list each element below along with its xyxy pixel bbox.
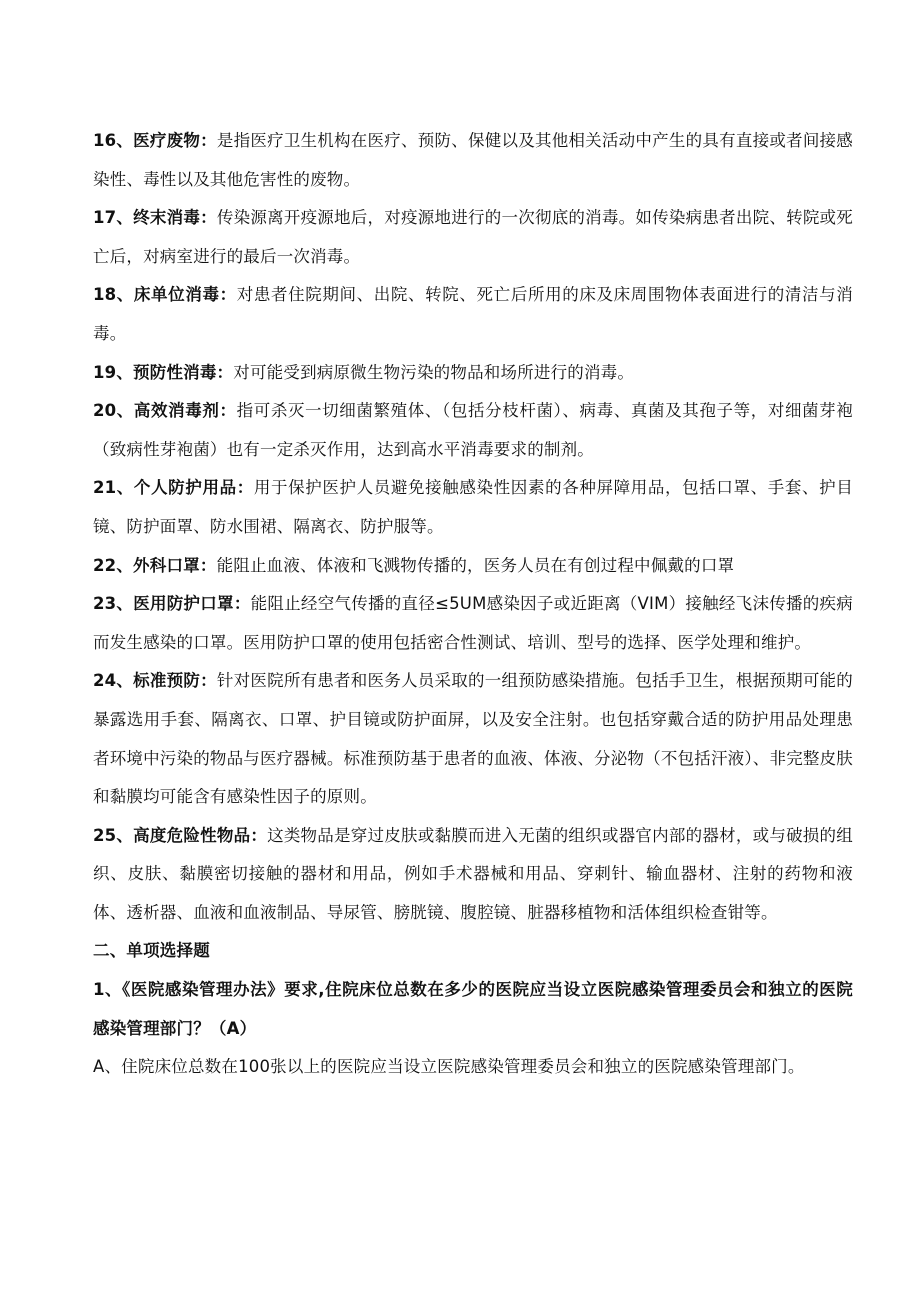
definition-text: 针对医院所有患者和医务人员采取的一组预防感染措施。包括手卫生，根据预期可能的暴露选用手套、隔离衣、口罩、护目镜或防护面屏，以及安全注射。也包括穿戴合适的防护用品处理患者环境中污染的物品与医疗器械。标准预防基于患者的血液、体液、分泌物（不包括汗液）、非完整皮肤和黏膜均可能含有感染性因子的原则。 [93, 671, 853, 807]
document-page [93, 122, 853, 1087]
definition-23 [93, 585, 853, 662]
definition-term: 21、个人防护用品： [93, 478, 254, 498]
definition-text: 对可能受到病原微生物污染的物品和场所进行的消毒。 [233, 362, 635, 382]
definition-term: 18、床单位消毒： [93, 285, 237, 305]
definition-25 [93, 817, 853, 933]
definition-24 [93, 662, 853, 816]
definition-17 [93, 199, 853, 276]
answer-option-a: A、住院床位总数在100张以上的医院应当设立医院感染管理委员会和独立的医院感染管理部门。 [93, 1057, 805, 1077]
definition-term: 23、医用防护口罩： [93, 594, 251, 614]
definition-22 [93, 547, 853, 586]
definition-term: 20、高效消毒剂： [93, 401, 237, 421]
definition-16 [93, 122, 853, 199]
definition-text: 能阻止血液、体液和飞溅物传播的，医务人员在有创过程中佩戴的口罩 [216, 555, 735, 575]
definition-text: 用于保护医护人员避免接触感染性因素的各种屏障用品，包括口罩、手套、护目镜、防护面罩、防水围裙、隔离衣、防护服等。 [93, 478, 853, 536]
definition-text: 对患者住院期间、出院、转院、死亡后所用的床及床周围物体表面进行的清洁与消毒。 [93, 285, 854, 343]
definition-21 [93, 469, 853, 546]
definition-text: 指可杀灭一切细菌繁殖体、（包括分枝杆菌）、病毒、真菌及其孢子等，对细菌芽袍（致病性芽袍菌）也有一定杀灭作用，达到高水平消毒要求的制剂。 [93, 401, 853, 459]
definition-text: 这类物品是穿过皮肤或黏膜而进入无菌的组织或器官内部的器材，或与破损的组织、皮肤、黏膜密切接触的器材和用品，例如手术器械和用品、穿刺针、输血器材、注射的药物和液体、透析器、血液和血液制品、导尿管、膀胱镜、腹腔镜、脏器移植物和活体组织检查钳等。 [93, 825, 853, 922]
definition-term: 25、高度危险性物品： [93, 825, 268, 845]
definition-term: 16、医疗废物： [93, 131, 217, 150]
definition-term: 19、预防性消毒： [93, 362, 234, 382]
definition-20 [93, 392, 853, 469]
definition-18 [93, 276, 853, 353]
definition-term: 24、标准预防： [93, 671, 217, 691]
definition-term: 22、外科口罩： [93, 555, 217, 575]
definition-text: 是指医疗卫生机构在医疗、预防、保健以及其他相关活动中产生的具有直接或者间接感染性、毒性以及其他危害性的废物。 [93, 131, 853, 189]
section-heading: 二、单项选择题 [93, 941, 210, 961]
definition-term: 17、终末消毒： [93, 208, 217, 228]
definition-text: 传染源离开疫源地后，对疫源地进行的一次彻底的消毒。如传染病患者出院、转院或死亡后，对病室进行的最后一次消毒。 [93, 208, 853, 266]
definition-19 [93, 354, 853, 393]
question-text: 1、《医院感染管理办法》要求,住院床位总数在多少的医院应当设立医院感染管理委员会和独立的医院感染管理部门？（A） [93, 980, 853, 1038]
definition-text: 能阻止经空气传播的直径≤5UM感染因子或近距离（VIM）接触经飞沫传播的疾病而发生感染的口罩。医用防护口罩的使用包括密合性测试、培训、型号的选择、医学处理和维护。 [93, 594, 853, 652]
